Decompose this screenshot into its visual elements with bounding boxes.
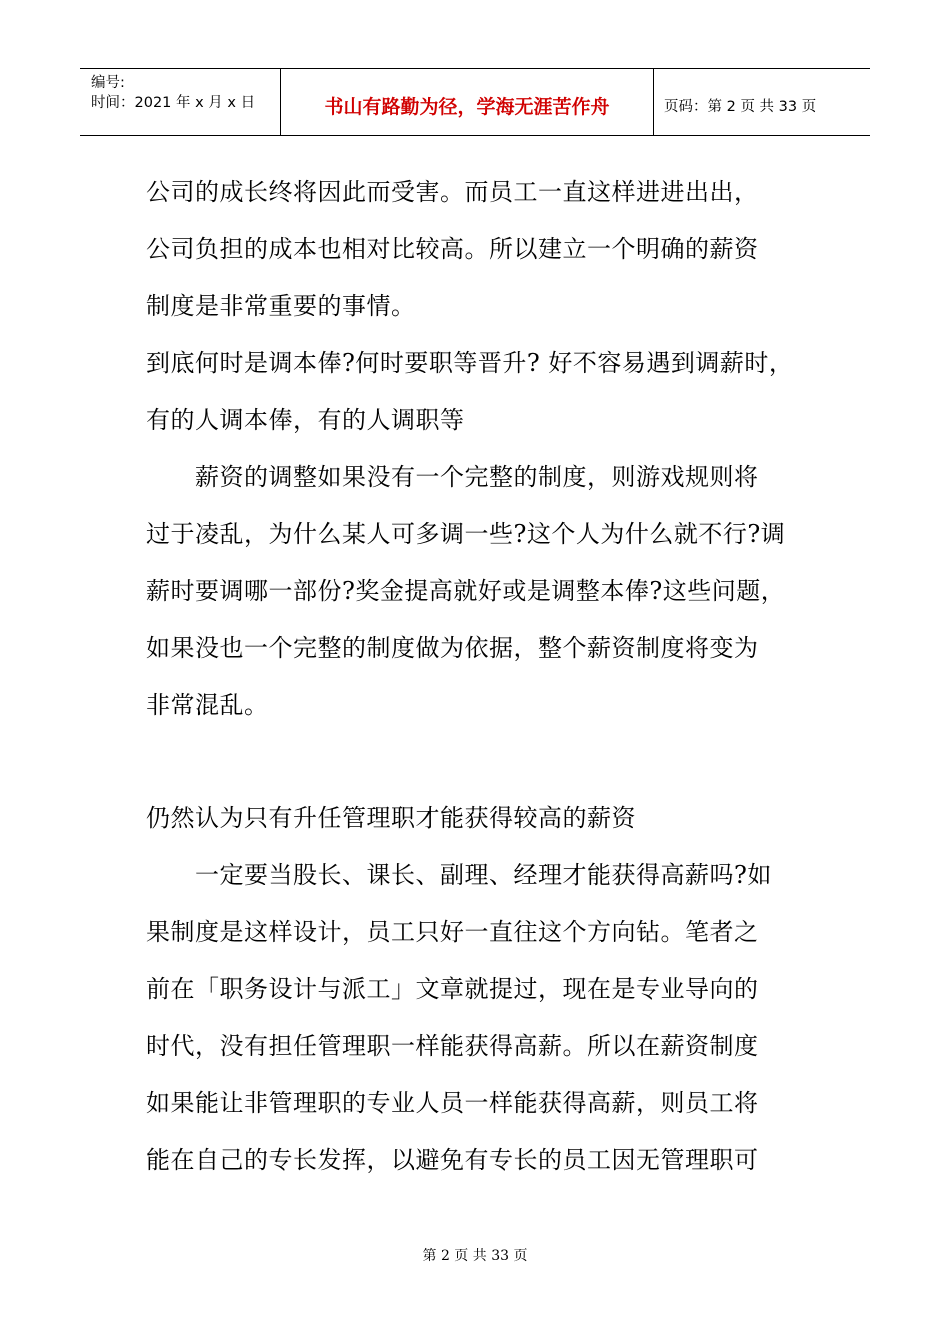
body-line: 有的人调本俸，有的人调职等 [146,406,465,434]
body-line: 前在「职务设计与派工」文章就提过，现在是专业导向的 [146,975,759,1003]
body-line: 过于凌乱，为什么某人可多调一些?这个人为什么就不行?调 [146,520,786,548]
body-line: 如果没也一个完整的制度做为依据，整个薪资制度将变为 [146,634,759,662]
body-line: 时代，没有担任管理职一样能获得高薪。所以在薪资制度 [146,1032,759,1060]
paragraph-gap [146,734,826,790]
document-body [146,164,826,1189]
body-line: 制度是非常重要的事情。 [146,292,416,320]
body-line: 薪时要调哪一部份?奖金提高就好或是调整本俸?这些问题， [146,577,786,605]
document-number-label: 编号: [91,75,125,91]
body-line: 非常混乱。 [146,691,269,719]
body-line: 果制度是这样设计，员工只好一直往这个方向钻。笔者之 [146,918,759,946]
header-meta-cell [80,69,281,135]
body-line: 薪资的调整如果没有一个完整的制度，则游戏规则将 [195,463,759,491]
header-page-info: 页码：第 2 页 共 33 页 [664,98,817,115]
body-line: 到底何时是调本俸?何时要职等晋升? 好不容易遇到调薪时， [146,349,794,377]
header-motto: 书山有路勤为径，学海无涯苦作舟 [281,69,654,135]
body-line: 能在自己的专长发挥，以避免有专长的员工因无管理职可 [146,1146,759,1174]
body-line: 如果能让非管理职的专业人员一样能获得高薪，则员工将 [146,1089,759,1117]
section-heading: 仍然认为只有升任管理职才能获得较高的薪资 [146,804,636,832]
document-date-label: 时间：2021 年 x 月 x 日 [91,95,256,111]
document-header [80,68,870,136]
body-line: 公司负担的成本也相对比较高。所以建立一个明确的薪资 [146,235,759,263]
body-line: 一定要当股长、课长、副理、经理才能获得高薪吗?如 [195,861,772,889]
page-footer: 第 2 页 共 33 页 [422,1248,528,1264]
body-line: 公司的成长终将因此而受害。而员工一直这样进进出出， [146,178,759,206]
